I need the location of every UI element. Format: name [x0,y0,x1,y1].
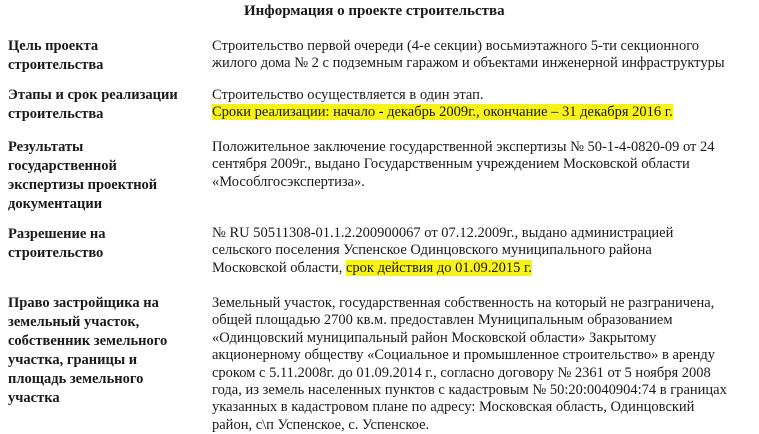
value-line-prefix: Московской области, [212,259,346,276]
value-line: акционерному обществу «Социальное и промышленное строительство» в аренду [212,347,716,364]
label-line: документации [8,196,103,212]
document-title: Информация о проекте строительства [244,3,505,19]
label-line: строительства [8,57,104,73]
section-label [8,37,198,75]
label-line: строительства [8,106,104,122]
section-value [212,87,752,122]
label-line: строительство [8,245,104,261]
section-label [8,294,198,408]
label-line: участка, границы и [8,352,138,368]
value-line: район, с\п Успенское, с. Успенское. [212,416,430,433]
value-line: Положительное заключение государственной экспертизы № 50-1-4-0820-09 от 24 [212,139,715,155]
value-line: жилого дома № 2 с подземным гаражом и объектами инженерной инфраструктуры [212,55,725,72]
label-line: участка [8,390,60,406]
label-line: Результаты [8,139,84,155]
value-line: сельского поселения Успенское Одинцовского муниципального района [212,242,652,259]
section-label [8,138,198,214]
value-line: сроком с 5.11.2008г. до 01.09.2014 г., согласно договору № 2361 от 5 ноября 2008 [212,364,711,381]
value-line: Строительство первой очереди (4-е секции) восьмиэтажного 5-ти секционного [212,38,700,54]
value-line: указанных в кадастровом плане по адресу: Московская область, Одинцовский [212,399,695,416]
value-line: № RU 50511308-01.1.2.200900067 от 07.12.2009г., выдано администрацией [212,225,674,241]
label-line: Цель проекта [8,38,99,54]
deadline-highlight: Сроки реализации: начало - декабрь 2009г., окончание – 31 декабря 2016 г. [212,104,673,121]
section-label [8,225,198,263]
label-line: Право застройщика на [8,295,159,311]
label-line: Разрешение на [8,226,106,242]
label-line: экспертизы проектной [8,177,158,193]
section-label [8,86,198,124]
value-line-with-highlight [212,260,752,277]
value-line: «Одинцовский муниципальный район Московской области» Закрытому [212,329,657,346]
value-line: общей площадью 2700 кв.м. предоставлен Муниципальным образованием [212,312,673,329]
value-line: сентября 2009г., выдано Государственным учреждением Московской области [212,156,690,173]
label-line: собственник земельного [8,333,168,349]
label-line: государственной [8,158,117,174]
label-line: земельный участок, [8,314,140,330]
value-line-highlighted [212,104,752,121]
section-value [212,225,752,277]
value-line: Строительство осуществляется в один этап. [212,87,484,103]
section-value [212,295,752,434]
permit-validity-highlight: срок действия до 01.09.2015 г. [346,259,532,276]
value-line: года, из земель населенных пунктов с кадастровым № 50:20:0040904:74 в границах [212,382,727,399]
value-line: Земельный участок, государственная собственность на который не разграничена, [212,295,715,311]
section-value [212,38,752,73]
value-line: «Мособлгосэкспертиза». [212,173,365,190]
label-line: площадь земельного [8,371,144,387]
section-value [212,139,752,191]
label-line: Этапы и срок реализации [8,87,178,103]
